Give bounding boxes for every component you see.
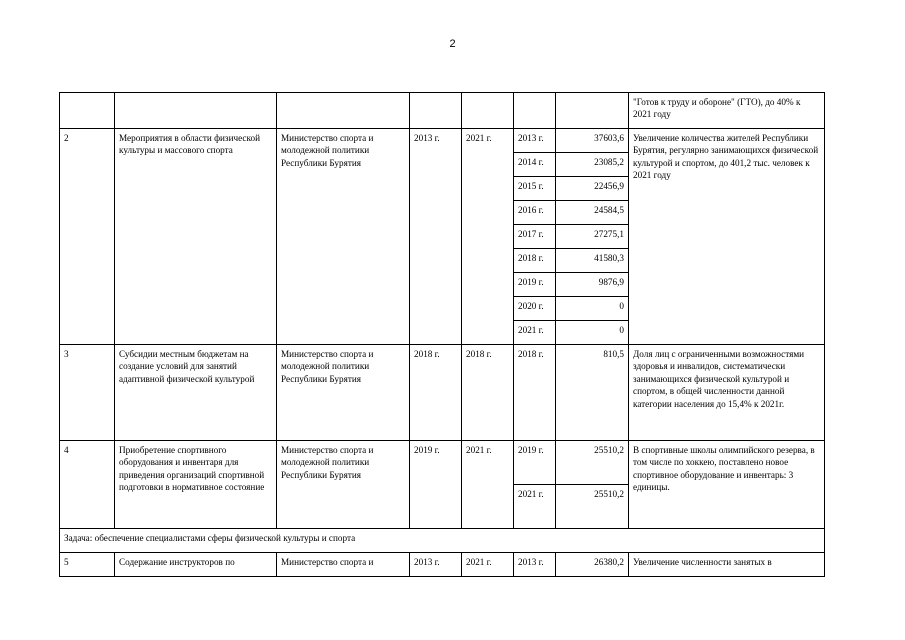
executor: Министерство спорта и молодежной политики Республики Бурятия xyxy=(277,441,410,529)
end-year: 2021 г. xyxy=(462,553,514,577)
executor xyxy=(277,93,410,129)
funding-year: 2013 г. xyxy=(514,129,556,153)
section-title: Задача: обеспечение специалистами сферы физической культуры и спорта xyxy=(60,529,825,553)
row-number xyxy=(60,93,115,129)
funding-amount: 41580,3 xyxy=(556,249,629,273)
funding-year: 2013 г. xyxy=(514,553,556,577)
funding-year: 2017 г. xyxy=(514,225,556,249)
table-row xyxy=(60,129,825,153)
table-row xyxy=(60,93,825,129)
row-number: 2 xyxy=(60,129,115,345)
funding-amount xyxy=(556,93,629,129)
funding-amount: 24584,5 xyxy=(556,201,629,225)
funding-year: 2016 г. xyxy=(514,201,556,225)
executor: Министерство спорта и xyxy=(277,553,410,577)
expected-result: "Готов к труду и обороне" (ГТО), до 40% к 2021 году xyxy=(629,93,825,129)
funding-year: 2019 г. xyxy=(514,441,556,485)
funding-year: 2018 г. xyxy=(514,249,556,273)
end-year xyxy=(462,93,514,129)
table-row xyxy=(60,345,825,441)
funding-amount: 25510,2 xyxy=(556,441,629,485)
end-year: 2018 г. xyxy=(462,345,514,441)
end-year: 2021 г. xyxy=(462,441,514,529)
expected-result: Увеличение численности занятых в xyxy=(629,553,825,577)
start-year: 2013 г. xyxy=(410,129,462,345)
funding-amount: 26380,2 xyxy=(556,553,629,577)
funding-year xyxy=(514,93,556,129)
event-name: Содержание инструкторов по xyxy=(115,553,277,577)
funding-amount: 27275,1 xyxy=(556,225,629,249)
funding-year: 2019 г. xyxy=(514,273,556,297)
funding-amount: 0 xyxy=(556,297,629,321)
expected-result: Доля лиц с ограниченными возможностями здоровья и инвалидов, систематически занимающихся физической культурой и спортом, в общей численности данной категории населения до 15,4% к 2021г. xyxy=(629,345,825,441)
table-row xyxy=(60,441,825,485)
funding-amount: 23085,2 xyxy=(556,153,629,177)
funding-amount: 9876,9 xyxy=(556,273,629,297)
funding-amount: 22456,9 xyxy=(556,177,629,201)
event-name xyxy=(115,93,277,129)
row-number: 4 xyxy=(60,441,115,529)
start-year xyxy=(410,93,462,129)
event-name: Субсидии местным бюджетам на создание условий для занятий адаптивной физической культурой xyxy=(115,345,277,441)
funding-year: 2018 г. xyxy=(514,345,556,441)
event-name: Приобретение спортивного оборудования и инвентаря для приведения организаций спортивной подготовки в нормативное состояние xyxy=(115,441,277,529)
funding-amount: 810,5 xyxy=(556,345,629,441)
funding-year: 2020 г. xyxy=(514,297,556,321)
expected-result: Увеличение количества жителей Республики Бурятия, регулярно занимающихся физической культурой и спортом, до 401,2 тыс. человек к 2021 году xyxy=(629,129,825,345)
funding-amount: 25510,2 xyxy=(556,485,629,529)
row-number: 3 xyxy=(60,345,115,441)
funding-year: 2014 г. xyxy=(514,153,556,177)
row-number: 5 xyxy=(60,553,115,577)
funding-amount: 37603,6 xyxy=(556,129,629,153)
executor: Министерство спорта и молодежной политики Республики Бурятия xyxy=(277,345,410,441)
start-year: 2019 г. xyxy=(410,441,462,529)
funding-amount: 0 xyxy=(556,321,629,345)
funding-year: 2021 г. xyxy=(514,321,556,345)
event-name: Мероприятия в области физической культуры и массового спорта xyxy=(115,129,277,345)
funding-year: 2021 г. xyxy=(514,485,556,529)
executor: Министерство спорта и молодежной политики Республики Бурятия xyxy=(277,129,410,345)
expected-result: В спортивные школы олимпийского резерва, в том числе по хоккею, поставлено новое спортивное оборудование и инвентарь: 3 единицы. xyxy=(629,441,825,529)
program-table xyxy=(59,92,825,577)
start-year: 2013 г. xyxy=(410,553,462,577)
section-row xyxy=(60,529,825,553)
end-year: 2021 г. xyxy=(462,129,514,345)
funding-year: 2015 г. xyxy=(514,177,556,201)
table-row xyxy=(60,553,825,577)
start-year: 2018 г. xyxy=(410,345,462,441)
page-number: 2 xyxy=(449,38,456,50)
